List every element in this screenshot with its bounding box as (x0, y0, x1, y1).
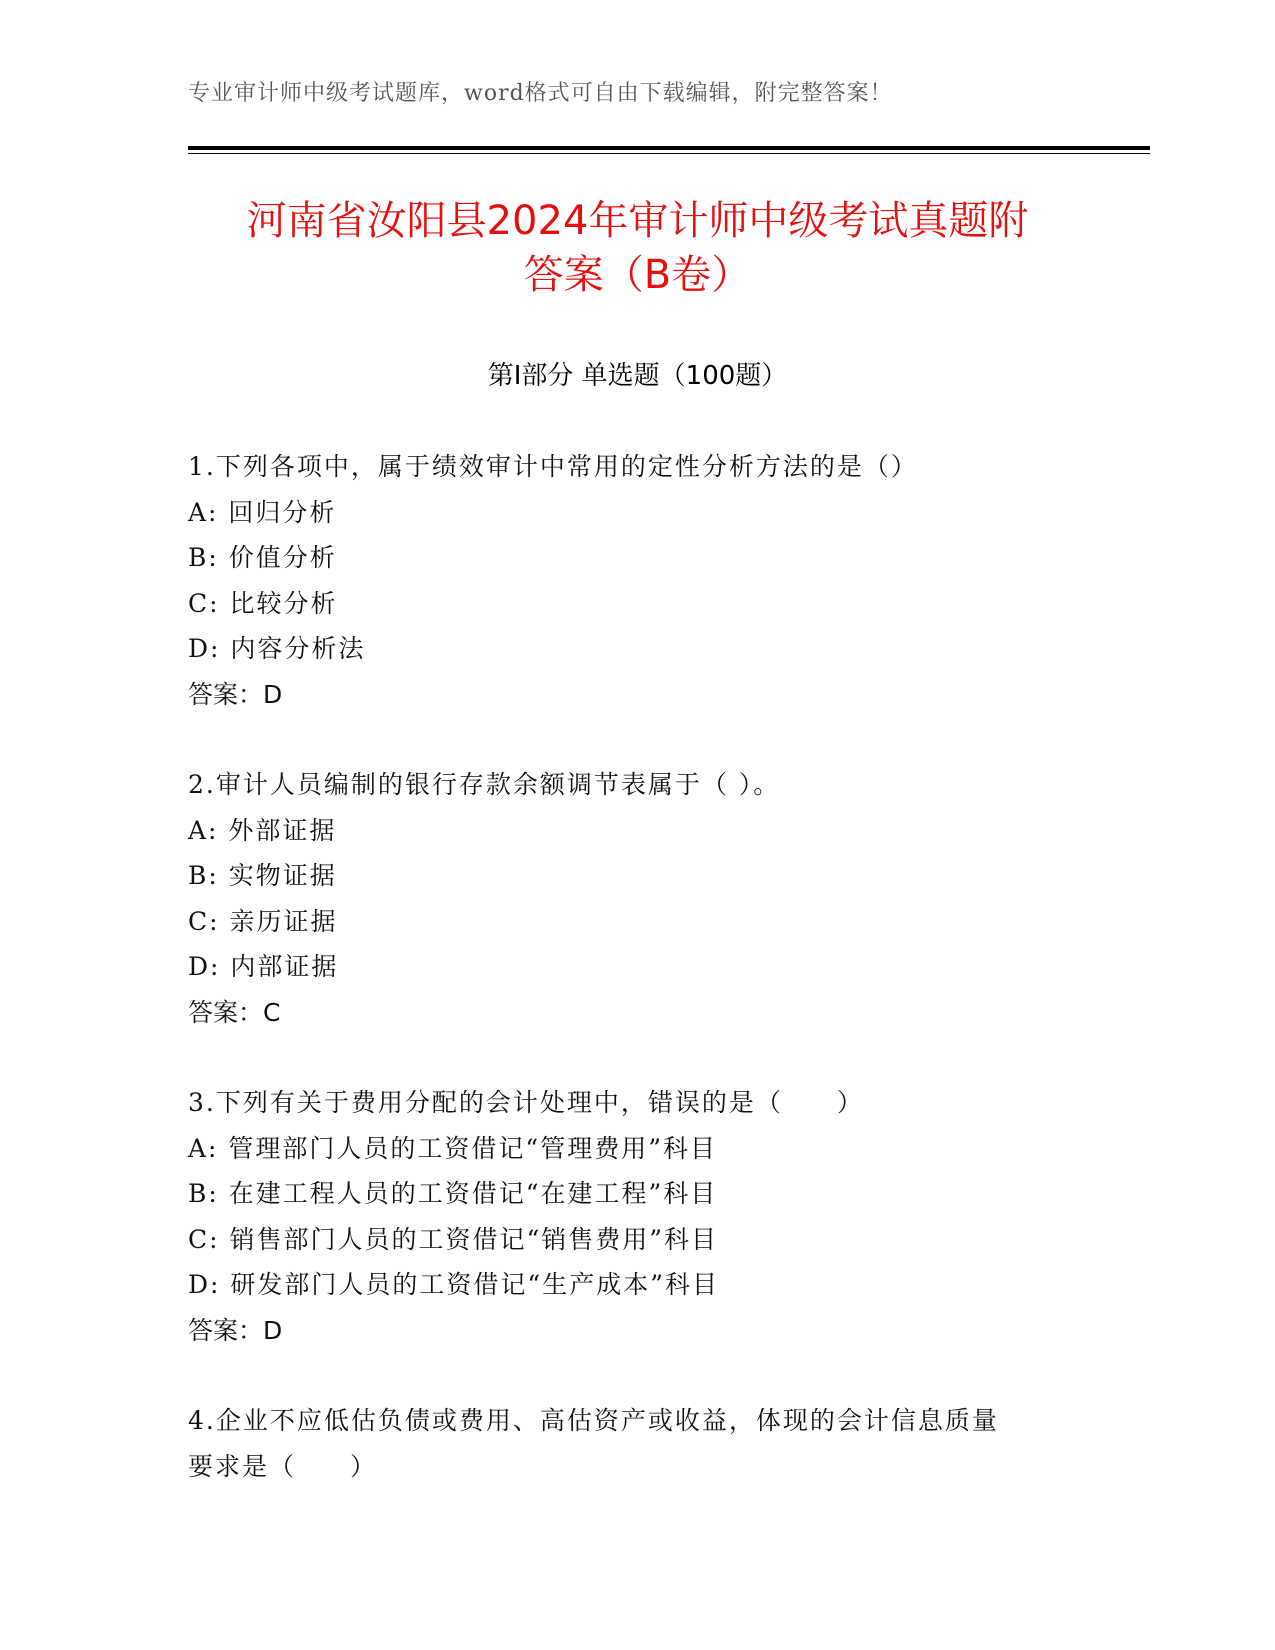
header-divider-thin (188, 153, 1150, 154)
option-a: A: 管理部门人员的工资借记“管理费用”科目 (188, 1133, 717, 1163)
option-c: C: 比较分析 (188, 588, 338, 618)
answer-label: 答案：D (188, 1315, 283, 1345)
question-stem: 1.下列各项中，属于绩效审计中常用的定性分析方法的是（） (188, 452, 918, 481)
option-d: D: 内容分析法 (188, 634, 366, 663)
document-title (150, 194, 1125, 302)
question-1 (188, 444, 1088, 717)
option-b: B: 在建工程人员的工资借记“在建工程”科目 (188, 1179, 718, 1208)
question-stem: 2.审计人员编制的银行存款余额调节表属于（ ）。 (188, 770, 781, 799)
option-a: A: 回归分析 (188, 497, 337, 527)
question-stem-line-2: 要求是（ ） (188, 1451, 378, 1481)
option-a: A: 外部证据 (188, 815, 337, 845)
header-note: 专业审计师中级考试题库，word格式可自由下载编辑，附完整答案！ (188, 81, 893, 106)
answer-label: 答案：C (188, 997, 281, 1027)
question-4 (188, 1398, 1088, 1489)
answer-label: 答案：D (188, 679, 283, 709)
option-c: C: 亲历证据 (188, 906, 338, 936)
question-3 (188, 1080, 1088, 1353)
option-c: C: 销售部门人员的工资借记“销售费用”科目 (188, 1224, 719, 1254)
option-b: B: 价值分析 (188, 543, 337, 572)
question-stem: 3.下列有关于费用分配的会计处理中，错误的是（ ） (188, 1088, 864, 1117)
document-title-line-1: 河南省汝阳县2024年审计师中级考试真题附 (246, 198, 1029, 244)
question-2 (188, 762, 1088, 1035)
question-list (188, 444, 1088, 1534)
option-d: D: 研发部门人员的工资借记“生产成本”科目 (188, 1270, 719, 1299)
question-stem-line-1: 4.企业不应低估负债或费用、高估资产或收益，体现的会计信息质量 (188, 1406, 999, 1435)
option-d: D: 内部证据 (188, 952, 339, 981)
document-title-line-2: 答案（B卷） (523, 252, 752, 298)
header-divider-thick (188, 146, 1150, 150)
section-heading: 第Ⅰ部分 单选题（100题） (487, 361, 788, 391)
option-b: B: 实物证据 (188, 861, 337, 890)
